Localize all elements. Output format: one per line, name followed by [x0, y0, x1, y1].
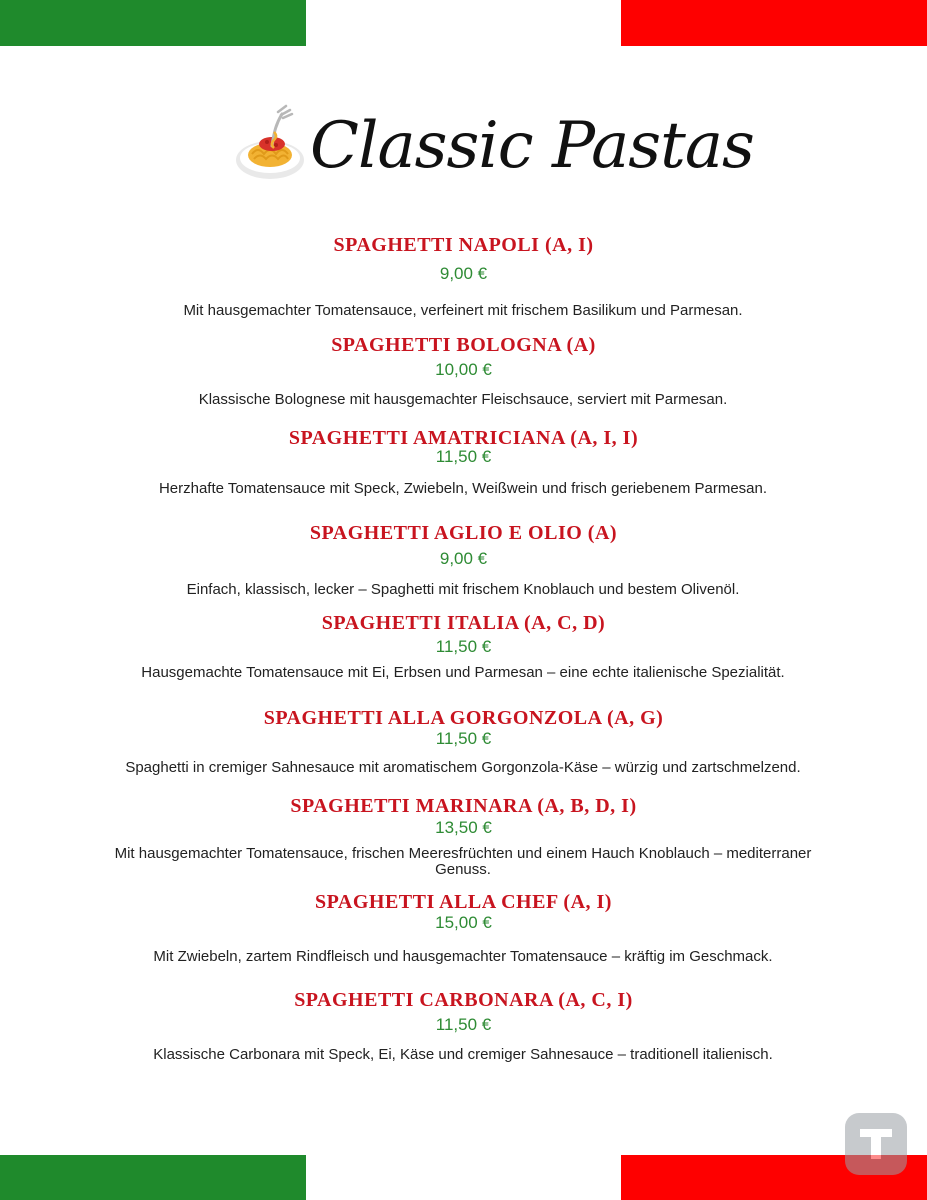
item-name: SPAGHETTI AGLIO E OLIO (A) — [309, 522, 618, 544]
item-description: Einfach, klassisch, lecker – Spaghetti mit frischem Knoblauch und bestem Olivenöl. — [186, 581, 740, 598]
spaghetti-plate-icon — [234, 102, 310, 184]
flag-green-bottom — [0, 1155, 306, 1200]
menu-header — [0, 100, 927, 190]
item-description: Herzhafte Tomatensauce mit Speck, Zwiebeln, Weißwein und frisch geriebenem Parmesan. — [158, 480, 768, 497]
item-description: Hausgemachte Tomatensauce mit Ei, Erbsen und Parmesan – eine echte italienische Spezialität. — [141, 664, 785, 681]
item-description: Mit Zwiebeln, zartem Rindfleisch und hausgemachter Tomatensauce – kräftig im Geschmack. — [153, 948, 773, 965]
flag-red-top — [621, 0, 927, 46]
item-description: Mit hausgemachter Tomatensauce, frischen Meeresfrüchten und einem Hauch Knoblauch – mediterraner Genuss. — [114, 845, 812, 878]
item-name: SPAGHETTI NAPOLI (A, I) — [333, 234, 594, 256]
page-title: Classic Pastas — [310, 109, 754, 183]
t-logo-icon[interactable] — [845, 1113, 907, 1175]
item-price: 11,50 € — [435, 1015, 492, 1034]
item-description: Klassische Bolognese mit hausgemachter Fleischsauce, serviert mit Parmesan. — [198, 391, 728, 408]
item-description: Klassische Carbonara mit Speck, Ei, Käse und cremiger Sahnesauce – traditionell italienisch. — [153, 1046, 773, 1063]
item-name: SPAGHETTI MARINARA (A, B, D, I) — [290, 795, 637, 817]
item-price: 11,50 € — [435, 637, 492, 656]
item-price: 11,50 € — [435, 729, 492, 748]
item-price: 10,00 € — [435, 360, 492, 379]
item-description: Mit hausgemachter Tomatensauce, verfeinert mit frischem Basilikum und Parmesan. — [183, 302, 743, 319]
flag-green-top — [0, 0, 306, 46]
item-price: 13,50 € — [435, 818, 492, 837]
item-name: SPAGHETTI ALLA CHEF (A, I) — [315, 891, 612, 913]
item-name: SPAGHETTI BOLOGNA (A) — [331, 334, 596, 356]
item-name: SPAGHETTI ITALIA (A, C, D) — [321, 612, 606, 634]
item-name: SPAGHETTI ALLA GORGONZOLA (A, G) — [263, 707, 664, 729]
item-name: SPAGHETTI CARBONARA (A, C, I) — [294, 989, 633, 1011]
item-price: 9,00 € — [439, 264, 488, 283]
item-price: 15,00 € — [435, 913, 492, 932]
item-price: 11,50 € — [435, 447, 492, 466]
item-description: Spaghetti in cremiger Sahnesauce mit aromatischem Gorgonzola-Käse – würzig und zartschmelzend. — [125, 759, 801, 776]
item-name: SPAGHETTI AMATRICIANA (A, I, I) — [288, 427, 639, 449]
item-price: 9,00 € — [439, 549, 488, 568]
